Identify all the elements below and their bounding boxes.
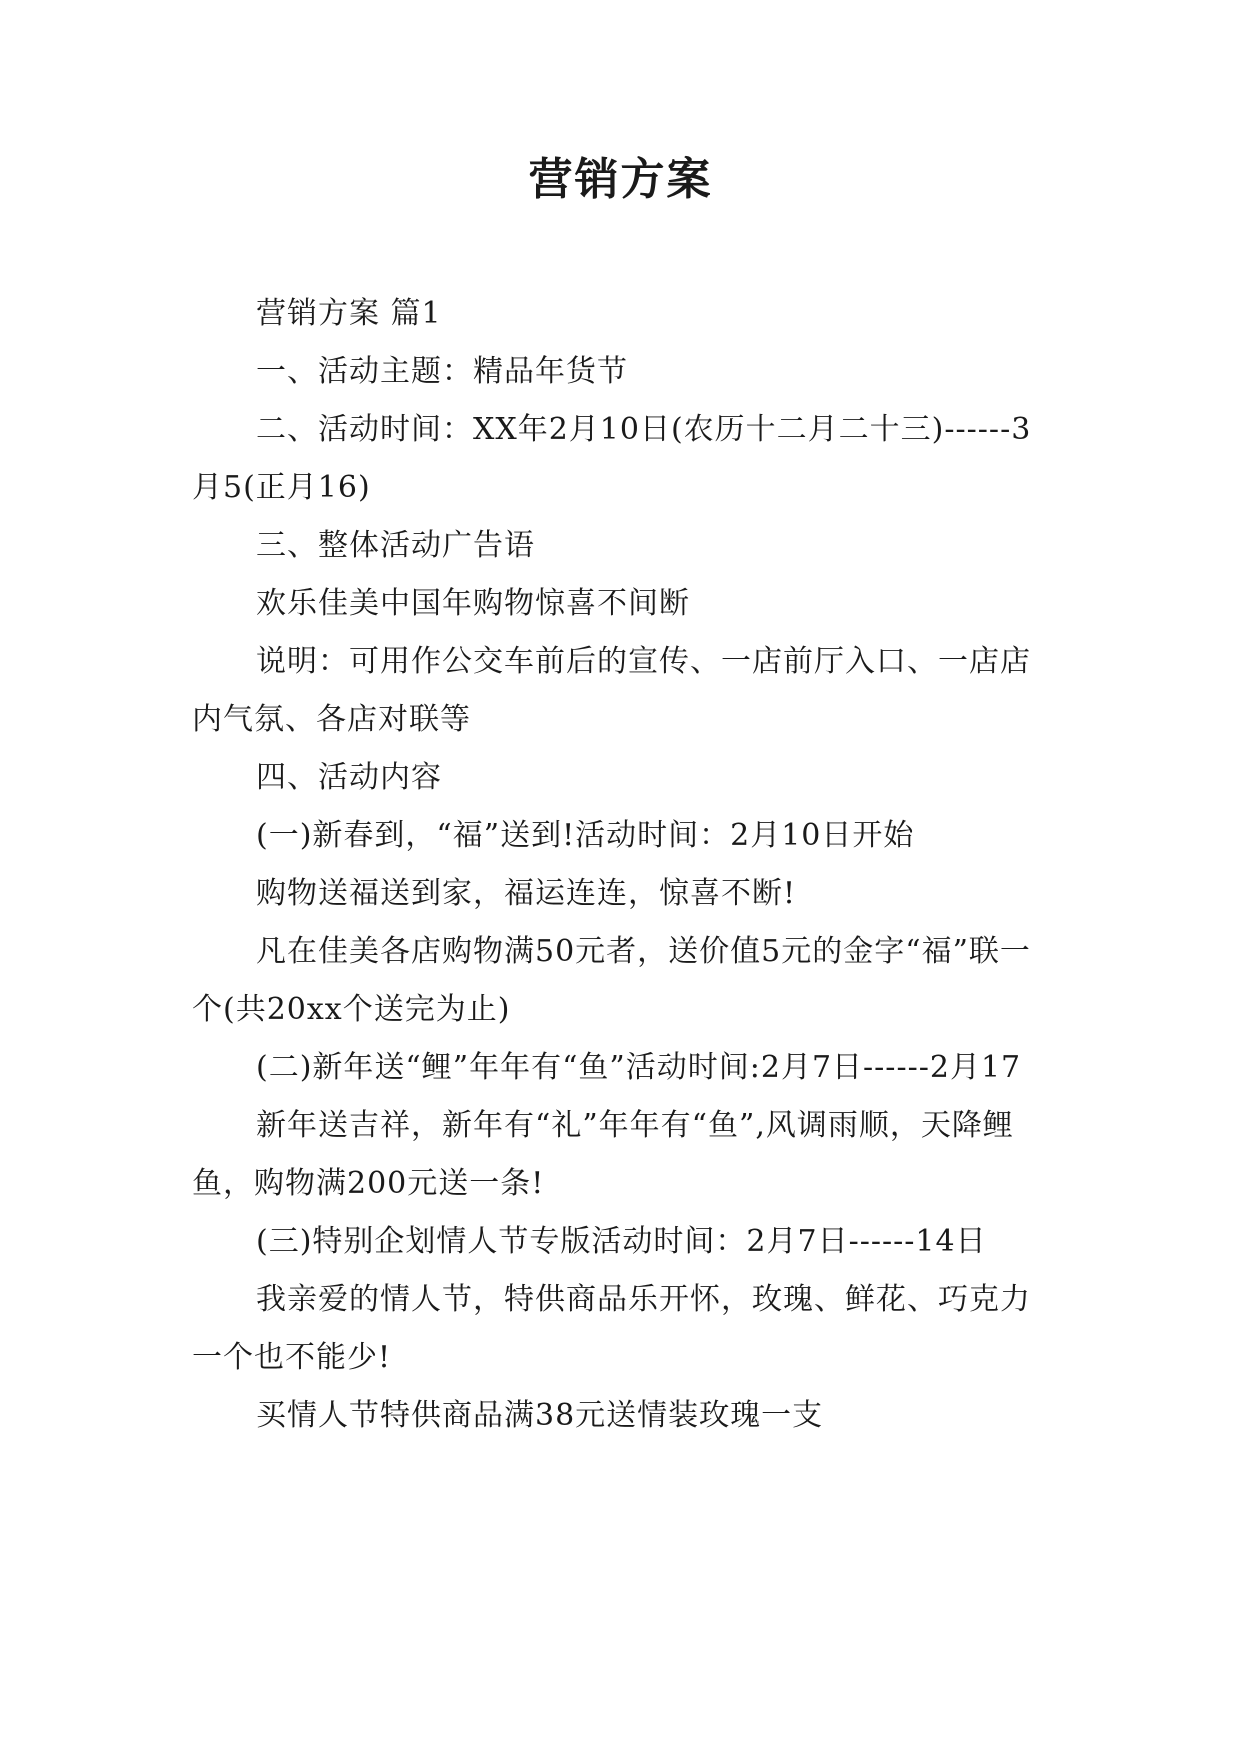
paragraph-activity-theme: 一、活动主题：精品年货节	[256, 354, 628, 389]
page-title: 营销方案	[528, 154, 713, 205]
paragraph-event-1-title: (一)新春到，“福”送到!活动时间：2月10日开始	[256, 818, 915, 853]
paragraph-event-2-detail: 新年送吉祥，新年有“礼”年年有“鱼”,风调雨顺，天降鲤鱼，购物满200元送一条!	[192, 1108, 1014, 1201]
paragraph-section-heading: 营销方案 篇1	[256, 296, 442, 331]
paragraph-slogan-heading: 三、整体活动广告语	[256, 528, 535, 563]
paragraph-event-3-detail: 买情人节特供商品满38元送情装玫瑰一支	[256, 1398, 824, 1433]
paragraph-event-1-detail: 凡在佳美各店购物满50元者，送价值5元的金字“福”联一个(共20xx个送完为止)	[192, 934, 1031, 1027]
paragraph-event-2-title: (二)新年送“鲤”年年有“鱼”活动时间:2月7日------2月17	[256, 1050, 1022, 1085]
paragraph-slogan: 欢乐佳美中国年购物惊喜不间断	[256, 586, 690, 621]
paragraph-event-3-slogan: 我亲爱的情人节，特供商品乐开怀，玫瑰、鲜花、巧克力一个也不能少!	[192, 1282, 1031, 1375]
paragraph-event-1-slogan: 购物送福送到家，福运连连，惊喜不断!	[256, 876, 797, 911]
paragraph-slogan-note: 说明：可用作公交车前后的宣传、一店前厅入口、一店店内气氛、各店对联等	[192, 644, 1031, 737]
paragraph-event-3-title: (三)特别企划情人节专版活动时间：2月7日------14日	[256, 1224, 987, 1259]
document-body	[192, 285, 1052, 1445]
paragraph-content-heading: 四、活动内容	[256, 760, 442, 795]
paragraph-activity-time: 二、活动时间：XX年2月10日(农历十二月二十三)------3月5(正月16)	[192, 412, 1032, 505]
